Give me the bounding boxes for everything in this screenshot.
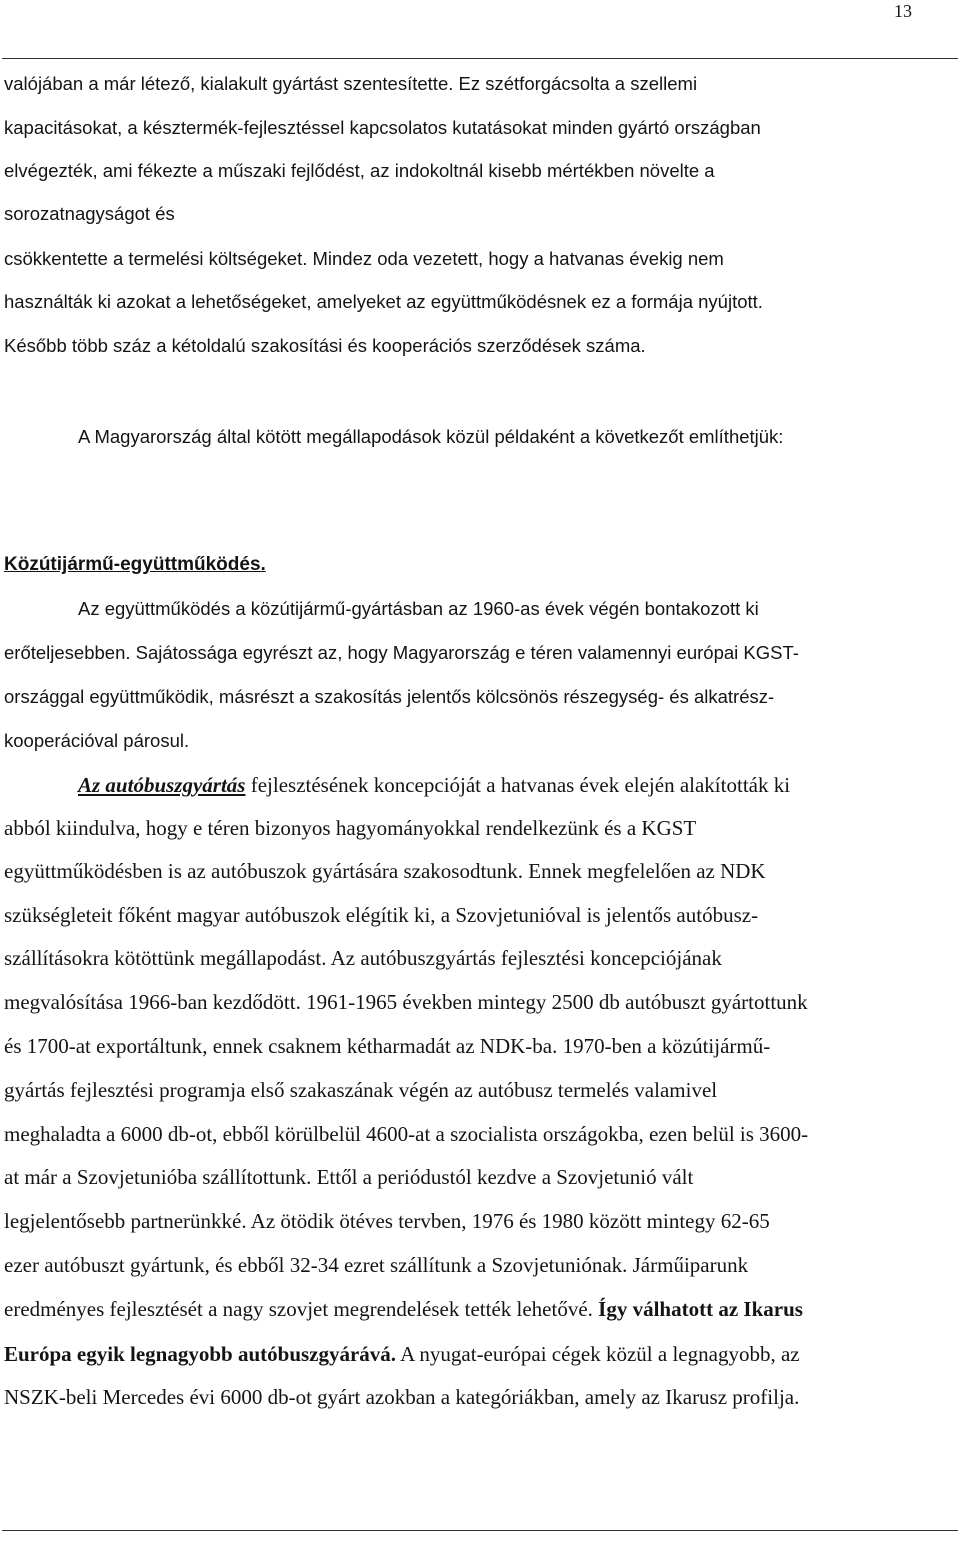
section-line: kooperációval párosul. [4,730,190,751]
bus-emphasis: Az autóbuszgyártás [78,773,246,797]
bus-line: gyártás fejlesztési programja első szakaszának végén az autóbusz termelés valamivel [4,1078,718,1102]
bus-line: megvalósítása 1966-ban kezdődött. 1961-1965 években mintegy 2500 db autóbuszt gyártottunk [4,990,808,1014]
bus-line-first [78,772,790,798]
bus-line: at már a Szovjetunióba szállítottunk. Ettől a periódustól kezdve a Szovjetunió vált [4,1165,694,1189]
bus-line-emphasis [4,1296,803,1322]
bus-line: legjelentősebb partnerünkké. Az ötödik ötéves tervben, 1976 és 1980 között mintegy 62-65 [4,1209,770,1233]
bus-line: szükségleteit főként magyar autóbuszok elégítik ki, a Szovjetunióval is jelentős autóbusz- [4,903,759,927]
body-line: valójában a már létező, kialakult gyártást szentesítette. Ez szétforgácsolta a szellemi [4,73,698,94]
bus-line: és 1700-at exportáltunk, ennek csaknem kétharmadát az NDK-ba. 1970-ben a közútijármű- [4,1034,771,1058]
body-line: elvégezték, ami fékezte a műszaki fejlődést, az indokoltnál kisebb mértékben növelte a [4,160,715,181]
body-line: használták ki azokat a lehetőségeket, amelyeket az együttműködésnek ez a formája nyújtott. [4,291,763,312]
footer-rule [2,1530,958,1531]
bus-line-14-plain: A nyugat-európai cégek közül a legnagyobb, az [396,1342,800,1366]
section-heading: Közútijármű-együttműködés. [4,554,266,575]
ikarus-claim-bold: Így válhatott az Ikarus [598,1297,803,1321]
bus-line-last: NSZK-beli Mercedes évi 6000 db-ot gyárt azokban a kategóriákban, amely az Ikarusz profilja. [4,1385,800,1409]
bus-line: abból kiindulva, hogy e téren bizonyos hagyományokkal rendelkezünk és a KGST [4,816,697,840]
body-line: sorozatnagyságot és [4,203,175,224]
bus-line-13-plain: eredményes fejlesztését a nagy szovjet megrendelések tették lehetővé. [4,1297,599,1321]
section-line: Az együttműködés a közútijármű-gyártásban az 1960-as évek végén bontakozott ki [78,598,759,619]
body-line: Később több száz a kétoldalú szakosítási és kooperációs szerződések száma. [4,335,646,356]
header-rule [2,58,958,59]
bus-line: szállításokra kötöttünk megállapodást. Az autóbuszgyártás fejlesztési koncepciójának [4,946,722,970]
body-line: csökkentette a termelési költségeket. Mindez oda vezetett, hogy a hatvanas évekig nem [4,248,724,269]
section-line: erőteljesebben. Sajátossága egyrészt az, hogy Magyarország e téren valamennyi európai KGST- [4,642,799,663]
bus-line: meghaladta a 6000 db-ot, ebből körülbelül 4600-at a szocialista országokba, ezen belül is 3600- [4,1122,809,1146]
page-number: 13 [894,1,912,21]
section-line: országgal együttműködik, másrészt a szakosítás jelentős kölcsönös részegység- és alkatrész- [4,686,775,707]
body-line: kapacitásokat, a késztermék-fejlesztéssel kapcsolatos kutatásokat minden gyártó országban [4,117,761,138]
bus-line-emphasis [4,1341,800,1367]
ikarus-claim-bold-cont: Európa egyik legnagyobb autóbuszgyárává. [4,1342,397,1366]
bus-line: együttműködésben is az autóbuszok gyártására szakosodtunk. Ennek megfelelően az NDK [4,859,766,883]
bus-first-line-rest: fejlesztésének koncepcióját a hatvanas évek elején alakították ki [245,773,791,797]
intro-line: A Magyarország által kötött megállapodások közül példaként a következőt említhetjük: [78,426,784,447]
bus-line: ezer autóbuszt gyártunk, és ebből 32-34 ezret szállítunk a Szovjetuniónak. Járműiparunk [4,1253,749,1277]
